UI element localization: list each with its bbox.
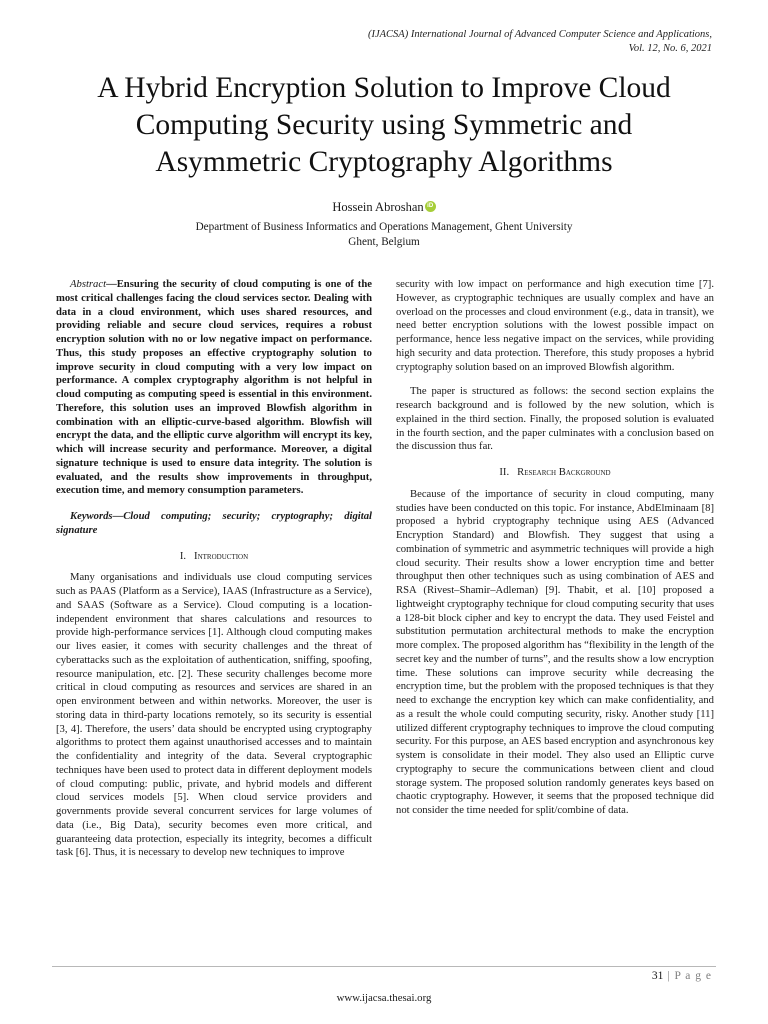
page-label: P a g e [674, 970, 712, 982]
section-heading-research-background [396, 466, 714, 480]
affiliation-location: Ghent, Belgium [348, 236, 420, 248]
section-heading-introduction [56, 550, 372, 564]
page-number-value: 31 [651, 970, 664, 982]
journal-website-link[interactable]: www.ijacsa.thesai.org [336, 992, 432, 1004]
affiliation [0, 220, 768, 250]
paper-title [60, 70, 708, 181]
abstract-label: Abstract [70, 279, 107, 290]
body-paragraph: The paper is structured as follows: the second section explains the research background and is followed by the new solution, which is explained in the third section. Finally, the proposed solution is evaluated in the fourth section, and the paper culminates with a conclusion based on the discussion thus far. [396, 386, 714, 453]
section-number: II. [499, 467, 510, 478]
page-separator: | [663, 970, 675, 982]
title-line-2: Computing Security using Symmetric and [135, 109, 633, 141]
journal-volume: Vol. 12, No. 6, 2021 [628, 43, 712, 54]
body-paragraph: Many organisations and individuals use cloud computing services such as PAAS (Platform as a Service), IAAS (Infrastructure as a Service), and SAAS (Software as a Service). Cloud computing is a location-independent environment that shares calculations and resources to provide high-performance services [1]. Although cloud computing makes our lives easier, it comes with security challenges and the threat of cyberattacks such as the exploitation of authentication, sniffing, spoofing, resource manipulation, etc. [2]. These security challenges become more critical in cloud computing as resources and services are shared in an open environment between and within networks. Moreover, the user is storing data in third-party locations remotely, so its security is essential [3, 4]. Therefore, the users’ data should be encrypted using cryptography algorithms to protect them against unauthorised accesses and to maintain the confidentiality and integrity of the data. Several cryptographic techniques have been used to protect data in different deployment models of cloud computing: public, private, and hybrid models and different cloud services models [5]. When cloud service providers and governments provide several concurrent services for large volumes of data (i.e., Big Data), security becomes even more critical, and guaranteeing data protection, especially its integrity, becomes a difficult task [6]. Thus, it is necessary to develop new techniques to improve [56, 572, 372, 859]
footer-divider [52, 966, 716, 967]
section-number: I. [179, 550, 187, 562]
page-number [652, 970, 712, 982]
title-line-1: A Hybrid Encryption Solution to Improve Cloud [97, 72, 671, 104]
abstract-text: —Ensuring the security of cloud computing is one of the most critical challenges facing the cloud services sector. Dealing with data in a cloud environment, which uses shared resources, and providing reliable and secure cloud services, requires a robust encryption solution with no or low negative impact on performance. Thus, this study proposes an effective cryptography solution to improve security in cloud computing with a very low impact on performance. A complex cryptography algorithm is not helpful in cloud computing as computing speed is essential in this environment. Therefore, this solution uses an improved Blowfish algorithm in combination with an elliptic-curve-based algorithm. Blowfish will encrypt the data, and the elliptic curve algorithm will encrypt its key, which will increase security and performance. Moreover, a digital signature technique is used to ensure data integrity. The solution is evaluated, and the results show improvements in throughput, execution time, and memory consumption parameters. [56, 279, 372, 497]
title-line-3: Asymmetric Cryptography Algorithms [155, 146, 613, 178]
author-line [0, 200, 768, 215]
author-name: Hossein Abroshan [332, 200, 424, 214]
left-column [56, 278, 372, 860]
section-title: Introduction [194, 550, 249, 562]
journal-name: (IJACSA) International Journal of Advanced Computer Science and Applications, [367, 29, 712, 40]
body-paragraph: Because of the importance of security in cloud computing, many studies have been conducted on this topic. For instance, AbdElminaam [8] proposed a hybrid cryptography technique using AES (Advanced Encryption Standard) and Blowfish. They suggest that using a combination of symmetric and asymmetric techniques will provide a high cloud security. Their results show a lower encryption time and better throughput then other techniques such as using combination of AES and RSA (Rivest–Shamir–Adleman) [9]. Thabit, et al. [10] proposed a lightweight cryptography technique for cloud computing security that uses a 128-bit block cipher and key to encrypt the data. They used Feistel and substitution permutation architectural methods to make the encryption more complex. The proposed algorithm has “flexibility in the length of the secret key and the number of turns”, and the results show a low encryption time. These solutions can improve security while decreasing the encryption time, but the problem with the proposed techniques is that they need to exchange the encryption key which can make confidentiality, and as a result the whole could computing security, risky. Another study [11] utilized different cryptography techniques to improve the cloud computing security. For this purpose, an AES based encryption and asynchronous key system is consolidate in their model. They also used an Elliptic curve cryptography to secure the communications between client and cloud storage system. The proposed solution randomly generates keys based on chaotic cryptography. However, it seems that the proposed technique did not consider the time needed for split/combine of data. [396, 488, 714, 816]
right-column [396, 278, 714, 818]
keywords: Keywords—Cloud computing; security; cryptography; digital signature [56, 511, 372, 536]
abstract [56, 278, 372, 498]
journal-header [252, 28, 712, 56]
body-paragraph: security with low impact on performance and high execution time [7]. However, as cryptographic techniques are usually complex and have an overload on the processes and cloud environment (e.g., data in transit), we need better encryption solutions with the lowest possible impact on performance, hence less negative impact on the services, while providing high security and data protection. Therefore, this study proposes a hybrid cryptography solution based on an improved Blowfish algorithm. [396, 279, 714, 373]
orcid-icon[interactable] [425, 201, 436, 212]
affiliation-department: Department of Business Informatics and Operations Management, Ghent University [195, 221, 573, 233]
section-title: Research Background [517, 467, 611, 478]
